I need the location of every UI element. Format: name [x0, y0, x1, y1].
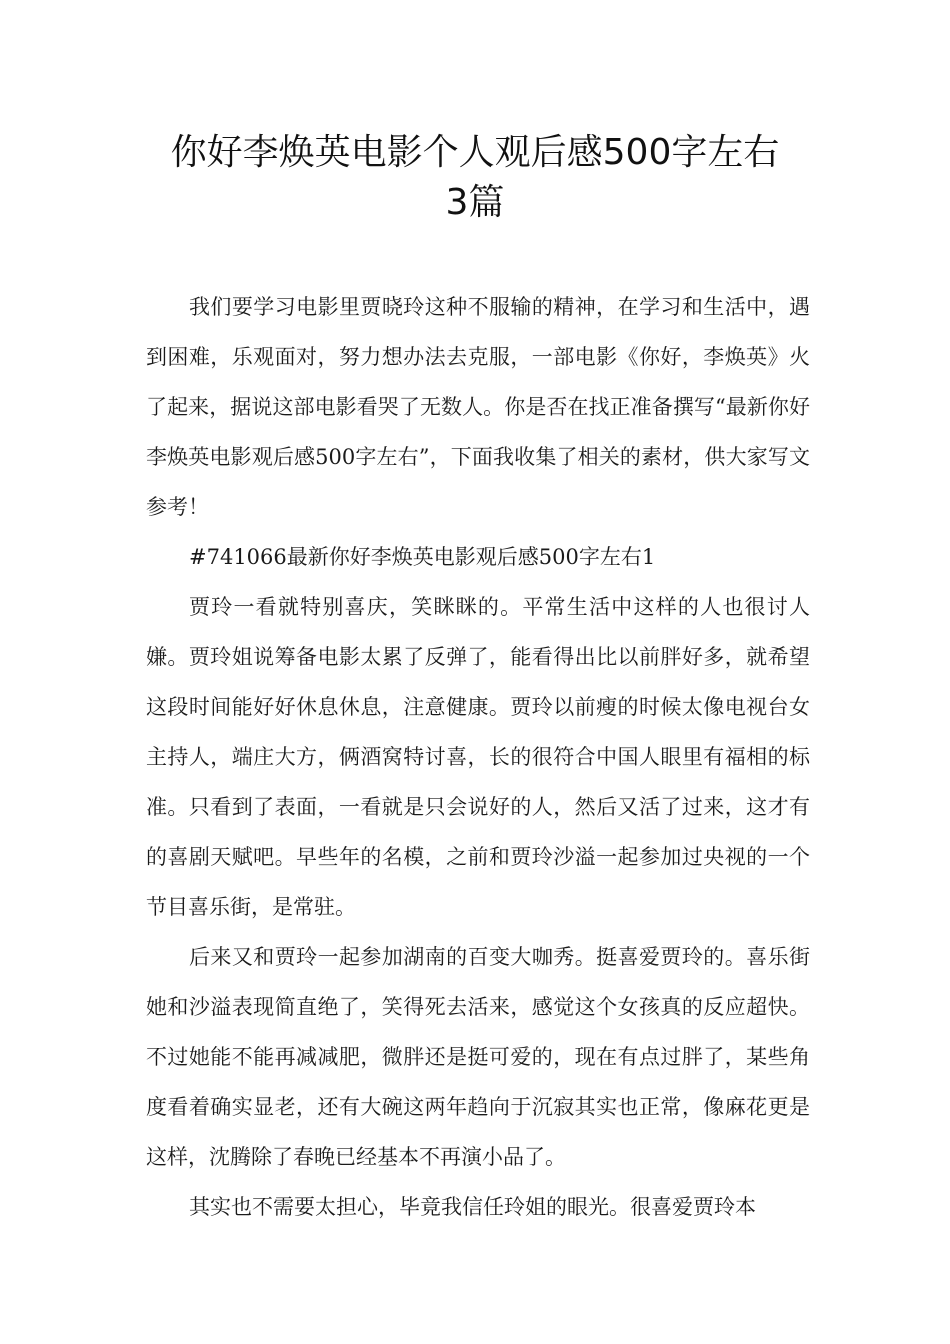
document-body [146, 282, 810, 1232]
title-line-2: 3篇 [445, 182, 505, 223]
paragraph-intro: 我们要学习电影里贾晓玲这种不服输的精神，在学习和生活中，遇到困难，乐观面对，努力想办法去克服，一部电影《你好，李焕英》火了起来，据说这部电影看哭了无数人。你是否在找正准备撰写“最新你好李焕英电影观后感500字左右”，下面我收集了相关的素材，供大家写文参考！ [146, 295, 810, 519]
paragraph: 贾玲一看就特别喜庆，笑眯眯的。平常生活中这样的人也很讨人嫌。贾玲姐说筹备电影太累了反弹了，能看得出比以前胖好多，就希望这段时间能好好休息休息，注意健康。贾玲以前瘦的时候太像电视台女主持人，端庄大方，俩酒窝特讨喜，长的很符合中国人眼里有福相的标准。只看到了表面，一看就是只会说好的人，然后又活了过来，这才有的喜剧天赋吧。早些年的名模，之前和贾玲沙溢一起参加过央视的一个节目喜乐街，是常驻。 [146, 595, 810, 919]
paragraph: 后来又和贾玲一起参加湖南的百变大咖秀。挺喜爱贾玲的。喜乐街她和沙溢表现简直绝了，笑得死去活来，感觉这个女孩真的反应超快。不过她能不能再减减肥，微胖还是挺可爱的，现在有点过胖了，某些角度看着确实显老，还有大碗这两年趋向于沉寂其实也正常，像麻花更是这样，沈腾除了春晚已经基本不再演小品了。 [146, 945, 810, 1169]
document-title [100, 128, 850, 228]
section-heading: #741066最新你好李焕英电影观后感500字左右1 [189, 545, 656, 569]
title-line-1: 你好李焕英电影个人观后感500字左右 [170, 132, 780, 173]
paragraph: 其实也不需要太担心，毕竟我信任玲姐的眼光。很喜爱贾玲本 [189, 1195, 756, 1219]
